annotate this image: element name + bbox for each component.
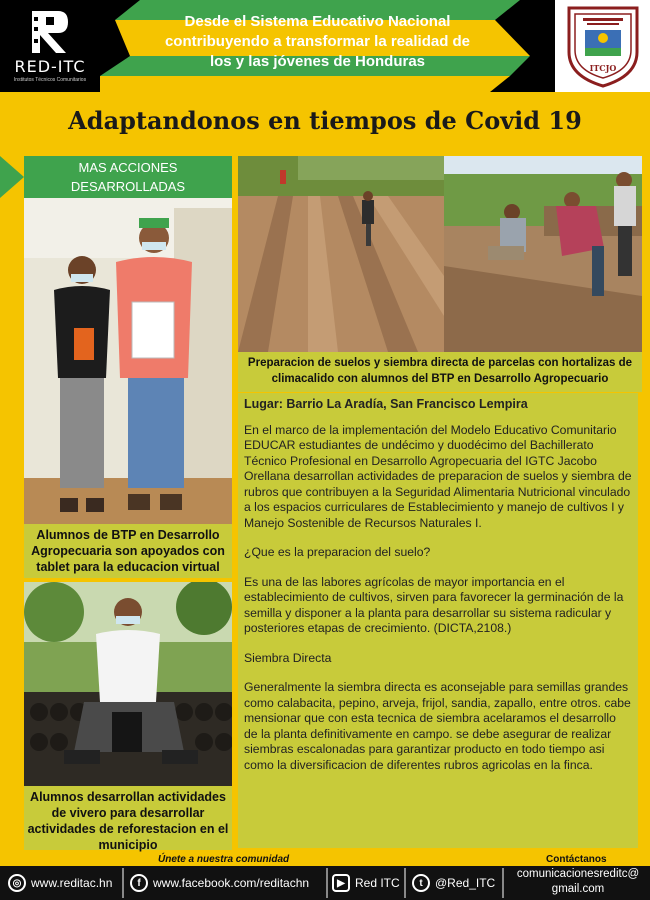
- footer-separator: [122, 868, 124, 898]
- section-arrow: [0, 156, 24, 198]
- footer-twitter[interactable]: [412, 866, 495, 900]
- article-paragraph-3: Generalmente la siembra directa es aconsejable para semillas grandes como calabacita, pepino, arveja, frijol, sandia, zapallo, entre otros. cabe mensionar que con esta tecnica de siembra acelaramos el desarrollo de la planta definitivamente en campo. se debe asegurar de realizar siembras escalonadas para garantizar producto en todo tiempo asi como la diversificacion de diferentes rubros agricolas en la finca.: [244, 680, 631, 772]
- school-seal-icon: [563, 4, 643, 88]
- page-title: Adaptandonos en tiempos de Covid 19: [68, 106, 582, 135]
- red-itc-logo[interactable]: [0, 0, 100, 92]
- photo-students-tablet: [24, 198, 232, 524]
- footer-youtube[interactable]: [332, 866, 400, 900]
- logo-text: RED-ITC: [14, 57, 86, 76]
- photo-field-planting: [444, 156, 642, 352]
- banner-text: [100, 12, 535, 72]
- section-label-line-1: MAS ACCIONES: [78, 160, 178, 175]
- caption-nursery: Alumnos desarrollan actividades de vivero para desarrollar actividades de reforestacion en el municipio: [24, 786, 232, 850]
- email-line-2: gmail.com: [551, 883, 605, 895]
- banner-line-1: Desde el Sistema Educativo Nacional: [184, 13, 451, 30]
- school-seal: [555, 0, 650, 92]
- banner: [100, 0, 550, 92]
- footer-separator: [502, 868, 504, 898]
- website-link[interactable]: www.reditac.hn: [31, 876, 113, 890]
- footer-email[interactable]: [508, 867, 648, 897]
- photo-field-rows: [238, 156, 444, 352]
- email-line-1: comunicacionesreditc@: [516, 868, 640, 880]
- photo-nursery: [24, 582, 232, 786]
- section-label-line-2: DESARROLLADAS: [70, 179, 186, 194]
- footer-website[interactable]: [8, 866, 112, 900]
- article: [238, 393, 638, 848]
- join-label: Únete a nuestra comunidad: [158, 854, 290, 865]
- section-label: [24, 156, 232, 198]
- caption-students-tablet: Alumnos de BTP en Desarrollo Agropecuaria son apoyados con tablet para la educacion virtual: [24, 524, 232, 578]
- footer-facebook[interactable]: [130, 866, 309, 900]
- footer-separator: [404, 868, 406, 898]
- header: [0, 0, 650, 92]
- caption-field: Preparacion de suelos y siembra directa de parcelas con hortalizas de climacalido con alumnos del BTP en Desarrollo Agropecuario: [238, 352, 642, 392]
- photo-nursery-image: [24, 582, 232, 786]
- article-paragraph-2: Es una de las labores agrícolas de mayor importancia en el establecimiento de cultivos, sirven para favorecer la germinación de la semilla y disponer a la planta para desarrollar su sistema radicular y posteriores etapas de crecimiento. (DICTA,2108.): [244, 574, 624, 635]
- globe-icon: ◎: [8, 874, 26, 892]
- twitter-icon: t: [412, 874, 430, 892]
- article-question: ¿Que es la preparacion del suelo?: [244, 545, 431, 559]
- seal-text: ITCJO: [589, 63, 616, 73]
- facebook-link[interactable]: www.facebook.com/reditachn: [153, 876, 310, 890]
- photo-students-tablet-image: [24, 198, 232, 524]
- youtube-link[interactable]: Red ITC: [355, 876, 400, 890]
- youtube-icon: ▶: [332, 874, 350, 892]
- logo-subtitle: Institutos Técnicos Comunitarios: [13, 77, 87, 83]
- banner-line-3: los y las jóvenes de Honduras: [209, 53, 426, 70]
- contact-label: Contáctanos: [546, 854, 607, 865]
- photo-field-planting-image: [444, 156, 642, 352]
- article-location: Lugar: Barrio La Aradía, San Francisco Lempira: [244, 397, 528, 411]
- facebook-icon: f: [130, 874, 148, 892]
- banner-line-2: contribuyendo a transformar la realidad de: [164, 33, 471, 50]
- twitter-link[interactable]: @Red_ITC: [435, 876, 496, 890]
- photo-field-rows-image: [238, 156, 444, 352]
- footer-separator: [326, 868, 328, 898]
- red-itc-logo-icon: [30, 9, 70, 55]
- article-subheading: Siembra Directa: [244, 650, 332, 665]
- article-paragraph-1: En el marco de la implementación del Modelo Educativo Comunitario EDUCAR estudiantes de undécimo y duodécimo del Bachillerato Técnico Profesional en Desarrollo Agropecuaria del IGTC Jacobo Orellana desarrollan actividades de preparacion de suelos y siembra de rubros que contribuyen a la Seguridad Alimentaria Nutricional vinculado a los espacios curriculares de Establecimiento y manejo de cultivos I y Manejo Sostenible de Recursos Naturales I.: [244, 422, 632, 530]
